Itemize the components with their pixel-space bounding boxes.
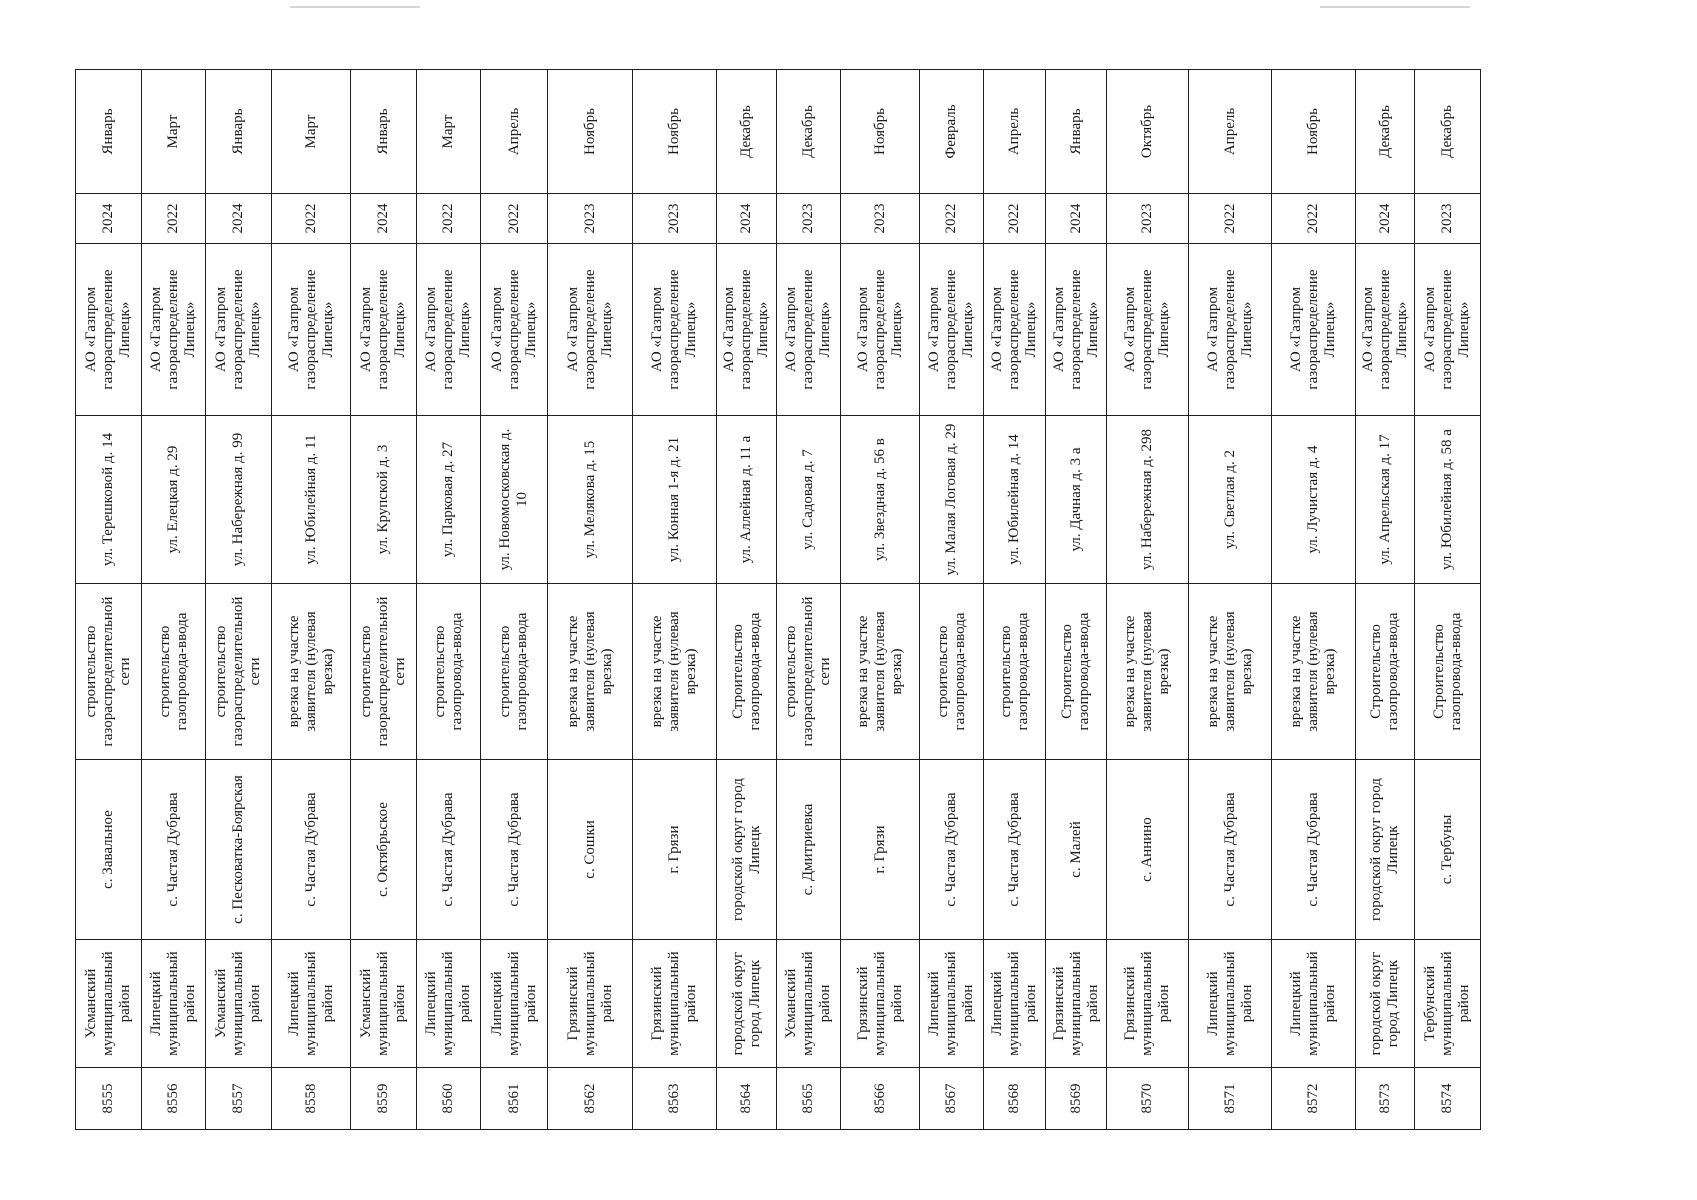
address-cell: ул. Звездная д. 56 в — [841, 416, 920, 584]
locality-cell: с. Октябрьское — [351, 760, 417, 940]
locality-cell: с. Частая Дубрава — [142, 760, 206, 940]
organization-cell: АО «Газпром газораспределение Липецк» — [351, 244, 417, 416]
work-type-cell: врезка на участке заявителя (нулевая врезка) — [548, 584, 633, 760]
district-cell: Липецкий муниципальный район — [272, 940, 351, 1068]
month-cell: Март — [417, 70, 481, 194]
district-cell: Грязинский муниципальный район — [1107, 940, 1189, 1068]
address-cell: ул. Елецкая д. 29 — [142, 416, 206, 584]
month-cell: Январь — [206, 70, 272, 194]
row-number: 8561 — [481, 1068, 548, 1130]
work-type-cell: врезка на участке заявителя (нулевая врезка) — [1189, 584, 1272, 760]
row-number: 8571 — [1189, 1068, 1272, 1130]
locality-cell: г. Грязи — [841, 760, 920, 940]
organization-cell: АО «Газпром газораспределение Липецк» — [984, 244, 1046, 416]
rotated-page — [75, 70, 1610, 1130]
year-cell: 2022 — [272, 194, 351, 244]
address-cell: ул. Малая Логовая д. 29 — [920, 416, 984, 584]
district-cell: городской округ город Липецк — [1356, 940, 1415, 1068]
row-number: 8556 — [142, 1068, 206, 1130]
organization-cell: АО «Газпром газораспределение Липецк» — [841, 244, 920, 416]
address-cell: ул. Апрельская д. 17 — [1356, 416, 1415, 584]
year-cell: 2023 — [1107, 194, 1189, 244]
locality-cell: с. Частая Дубрава — [920, 760, 984, 940]
district-cell: Усманский муниципальный район — [206, 940, 272, 1068]
organization-cell: АО «Газпром газораспределение Липецк» — [142, 244, 206, 416]
locality-cell: с. Частая Дубрава — [417, 760, 481, 940]
scan-artifact-left — [290, 6, 420, 8]
address-cell: ул. Набережная д. 99 — [206, 416, 272, 584]
address-cell: ул. Дачная д. 3 а — [1046, 416, 1107, 584]
year-cell: 2024 — [351, 194, 417, 244]
work-type-cell: строительство газораспределительной сети — [76, 584, 142, 760]
year-cell: 2022 — [417, 194, 481, 244]
work-type-cell: строительство газопровода-ввода — [417, 584, 481, 760]
table-row — [206, 70, 272, 1130]
district-cell: Усманский муниципальный район — [351, 940, 417, 1068]
organization-cell: АО «Газпром газораспределение Липецк» — [1046, 244, 1107, 416]
address-cell: ул. Терешковой д. 14 — [76, 416, 142, 584]
year-cell: 2023 — [841, 194, 920, 244]
row-number: 8568 — [984, 1068, 1046, 1130]
month-cell: Ноябрь — [548, 70, 633, 194]
month-cell: Ноябрь — [633, 70, 717, 194]
table-row — [1415, 70, 1481, 1130]
locality-cell: с. Частая Дубрава — [481, 760, 548, 940]
month-cell: Декабрь — [717, 70, 777, 194]
work-type-cell: строительство газораспределительной сети — [777, 584, 841, 760]
address-cell: ул. Лучистая д. 4 — [1272, 416, 1356, 584]
locality-cell: с. Частая Дубрава — [272, 760, 351, 940]
work-type-cell: Строительство газопровода-ввода — [1415, 584, 1481, 760]
organization-cell: АО «Газпром газораспределение Липецк» — [633, 244, 717, 416]
year-cell: 2024 — [1046, 194, 1107, 244]
organization-cell: АО «Газпром газораспределение Липецк» — [1272, 244, 1356, 416]
locality-cell: с. Завальное — [76, 760, 142, 940]
month-cell: Ноябрь — [1272, 70, 1356, 194]
address-cell: ул. Новомосковская д. 10 — [481, 416, 548, 584]
address-cell: ул. Аллейная д. 11 а — [717, 416, 777, 584]
table-row — [717, 70, 777, 1130]
address-cell: ул. Юбилейная д. 58 а — [1415, 416, 1481, 584]
table-row — [1046, 70, 1107, 1130]
table-row — [142, 70, 206, 1130]
district-cell: Грязинский муниципальный район — [1046, 940, 1107, 1068]
locality-cell: с. Частая Дубрава — [984, 760, 1046, 940]
organization-cell: АО «Газпром газораспределение Липецк» — [76, 244, 142, 416]
month-cell: Апрель — [481, 70, 548, 194]
row-number: 8560 — [417, 1068, 481, 1130]
locality-cell: с. Аннино — [1107, 760, 1189, 940]
month-cell: Февраль — [920, 70, 984, 194]
year-cell: 2022 — [142, 194, 206, 244]
locality-cell: городской округ город Липецк — [717, 760, 777, 940]
address-cell: ул. Мелякова д. 15 — [548, 416, 633, 584]
year-cell: 2023 — [633, 194, 717, 244]
table-body — [76, 70, 1481, 1130]
table-row — [1107, 70, 1189, 1130]
organization-cell: АО «Газпром газораспределение Липецк» — [272, 244, 351, 416]
work-type-cell: Строительство газопровода-ввода — [717, 584, 777, 760]
organization-cell: АО «Газпром газораспределение Липецк» — [481, 244, 548, 416]
month-cell: Апрель — [984, 70, 1046, 194]
organization-cell: АО «Газпром газораспределение Липецк» — [1189, 244, 1272, 416]
table-row — [841, 70, 920, 1130]
table-row — [351, 70, 417, 1130]
district-cell: Грязинский муниципальный район — [841, 940, 920, 1068]
district-cell: городской округ город Липецк — [717, 940, 777, 1068]
month-cell: Ноябрь — [841, 70, 920, 194]
row-number: 8572 — [1272, 1068, 1356, 1130]
table-row — [1272, 70, 1356, 1130]
month-cell: Октябрь — [1107, 70, 1189, 194]
scan-artifact-right — [1320, 6, 1470, 8]
table-row — [417, 70, 481, 1130]
district-cell: Липецкий муниципальный район — [920, 940, 984, 1068]
district-cell: Грязинский муниципальный район — [633, 940, 717, 1068]
year-cell: 2024 — [717, 194, 777, 244]
district-cell: Липецкий муниципальный район — [984, 940, 1046, 1068]
work-type-cell: строительство газораспределительной сети — [206, 584, 272, 760]
row-number: 8559 — [351, 1068, 417, 1130]
table-row — [1356, 70, 1415, 1130]
district-cell: Липецкий муниципальный район — [1189, 940, 1272, 1068]
table-row — [548, 70, 633, 1130]
district-cell: Грязинский муниципальный район — [548, 940, 633, 1068]
address-cell: ул. Юбилейная д. 11 — [272, 416, 351, 584]
row-number: 8564 — [717, 1068, 777, 1130]
address-cell: ул. Конная 1-я д. 21 — [633, 416, 717, 584]
work-type-cell: врезка на участке заявителя (нулевая врезка) — [1272, 584, 1356, 760]
table-row — [777, 70, 841, 1130]
table-row — [1189, 70, 1272, 1130]
year-cell: 2024 — [206, 194, 272, 244]
row-number: 8555 — [76, 1068, 142, 1130]
address-cell: ул. Юбилейная д. 14 — [984, 416, 1046, 584]
organization-cell: АО «Газпром газораспределение Липецк» — [920, 244, 984, 416]
row-number: 8558 — [272, 1068, 351, 1130]
year-cell: 2022 — [1272, 194, 1356, 244]
row-number: 8569 — [1046, 1068, 1107, 1130]
row-number: 8565 — [777, 1068, 841, 1130]
work-type-cell: строительство газораспределительной сети — [351, 584, 417, 760]
year-cell: 2022 — [920, 194, 984, 244]
organization-cell: АО «Газпром газораспределение Липецк» — [717, 244, 777, 416]
address-cell: ул. Крупской д. 3 — [351, 416, 417, 584]
work-type-cell: Строительство газопровода-ввода — [1356, 584, 1415, 760]
month-cell: Декабрь — [777, 70, 841, 194]
gasification-table — [75, 69, 1481, 1130]
district-cell: Липецкий муниципальный район — [142, 940, 206, 1068]
month-cell: Декабрь — [1356, 70, 1415, 194]
district-cell: Усманский муниципальный район — [777, 940, 841, 1068]
address-cell: ул. Светлая д. 2 — [1189, 416, 1272, 584]
work-type-cell: строительство газопровода-ввода — [920, 584, 984, 760]
row-number: 8563 — [633, 1068, 717, 1130]
locality-cell: с. Сошки — [548, 760, 633, 940]
organization-cell: АО «Газпром газораспределение Липецк» — [1415, 244, 1481, 416]
table-row — [76, 70, 142, 1130]
organization-cell: АО «Газпром газораспределение Липецк» — [1356, 244, 1415, 416]
locality-cell: с. Дмитриевка — [777, 760, 841, 940]
table-row — [920, 70, 984, 1130]
month-cell: Январь — [76, 70, 142, 194]
locality-cell: с. Частая Дубрава — [1272, 760, 1356, 940]
locality-cell: г. Грязи — [633, 760, 717, 940]
year-cell: 2024 — [76, 194, 142, 244]
work-type-cell: врезка на участке заявителя (нулевая врезка) — [272, 584, 351, 760]
work-type-cell: строительство газопровода-ввода — [984, 584, 1046, 760]
row-number: 8573 — [1356, 1068, 1415, 1130]
address-cell: ул. Садовая д. 7 — [777, 416, 841, 584]
year-cell: 2024 — [1356, 194, 1415, 244]
year-cell: 2023 — [1415, 194, 1481, 244]
organization-cell: АО «Газпром газораспределение Липецк» — [777, 244, 841, 416]
locality-cell: с. Тербуны — [1415, 760, 1481, 940]
table-row — [481, 70, 548, 1130]
year-cell: 2023 — [777, 194, 841, 244]
work-type-cell: строительство газопровода-ввода — [481, 584, 548, 760]
organization-cell: АО «Газпром газораспределение Липецк» — [417, 244, 481, 416]
year-cell: 2022 — [481, 194, 548, 244]
locality-cell: городской округ город Липецк — [1356, 760, 1415, 940]
district-cell: Липецкий муниципальный район — [481, 940, 548, 1068]
organization-cell: АО «Газпром газораспределение Липецк» — [548, 244, 633, 416]
district-cell: Липецкий муниципальный район — [417, 940, 481, 1068]
work-type-cell: Строительство газопровода-ввода — [1046, 584, 1107, 760]
row-number: 8566 — [841, 1068, 920, 1130]
month-cell: Январь — [351, 70, 417, 194]
organization-cell: АО «Газпром газораспределение Липецк» — [1107, 244, 1189, 416]
row-number: 8562 — [548, 1068, 633, 1130]
month-cell: Январь — [1046, 70, 1107, 194]
address-cell: ул. Парковая д. 27 — [417, 416, 481, 584]
locality-cell: с. Частая Дубрава — [1189, 760, 1272, 940]
district-cell: Тербунский муниципальный район — [1415, 940, 1481, 1068]
table-row — [633, 70, 717, 1130]
district-cell: Липецкий муниципальный район — [1272, 940, 1356, 1068]
locality-cell: с. Песковатка-Боярская — [206, 760, 272, 940]
table-row — [984, 70, 1046, 1130]
work-type-cell: врезка на участке заявителя (нулевая врезка) — [841, 584, 920, 760]
row-number: 8557 — [206, 1068, 272, 1130]
row-number: 8570 — [1107, 1068, 1189, 1130]
month-cell: Март — [272, 70, 351, 194]
work-type-cell: строительство газопровода-ввода — [142, 584, 206, 760]
row-number: 8574 — [1415, 1068, 1481, 1130]
table-row — [272, 70, 351, 1130]
month-cell: Март — [142, 70, 206, 194]
locality-cell: с. Малей — [1046, 760, 1107, 940]
month-cell: Декабрь — [1415, 70, 1481, 194]
work-type-cell: врезка на участке заявителя (нулевая врезка) — [1107, 584, 1189, 760]
work-type-cell: врезка на участке заявителя (нулевая врезка) — [633, 584, 717, 760]
month-cell: Апрель — [1189, 70, 1272, 194]
organization-cell: АО «Газпром газораспределение Липецк» — [206, 244, 272, 416]
address-cell: ул. Набережная д. 298 — [1107, 416, 1189, 584]
year-cell: 2023 — [548, 194, 633, 244]
row-number: 8567 — [920, 1068, 984, 1130]
year-cell: 2022 — [1189, 194, 1272, 244]
year-cell: 2022 — [984, 194, 1046, 244]
district-cell: Усманский муниципальный район — [76, 940, 142, 1068]
